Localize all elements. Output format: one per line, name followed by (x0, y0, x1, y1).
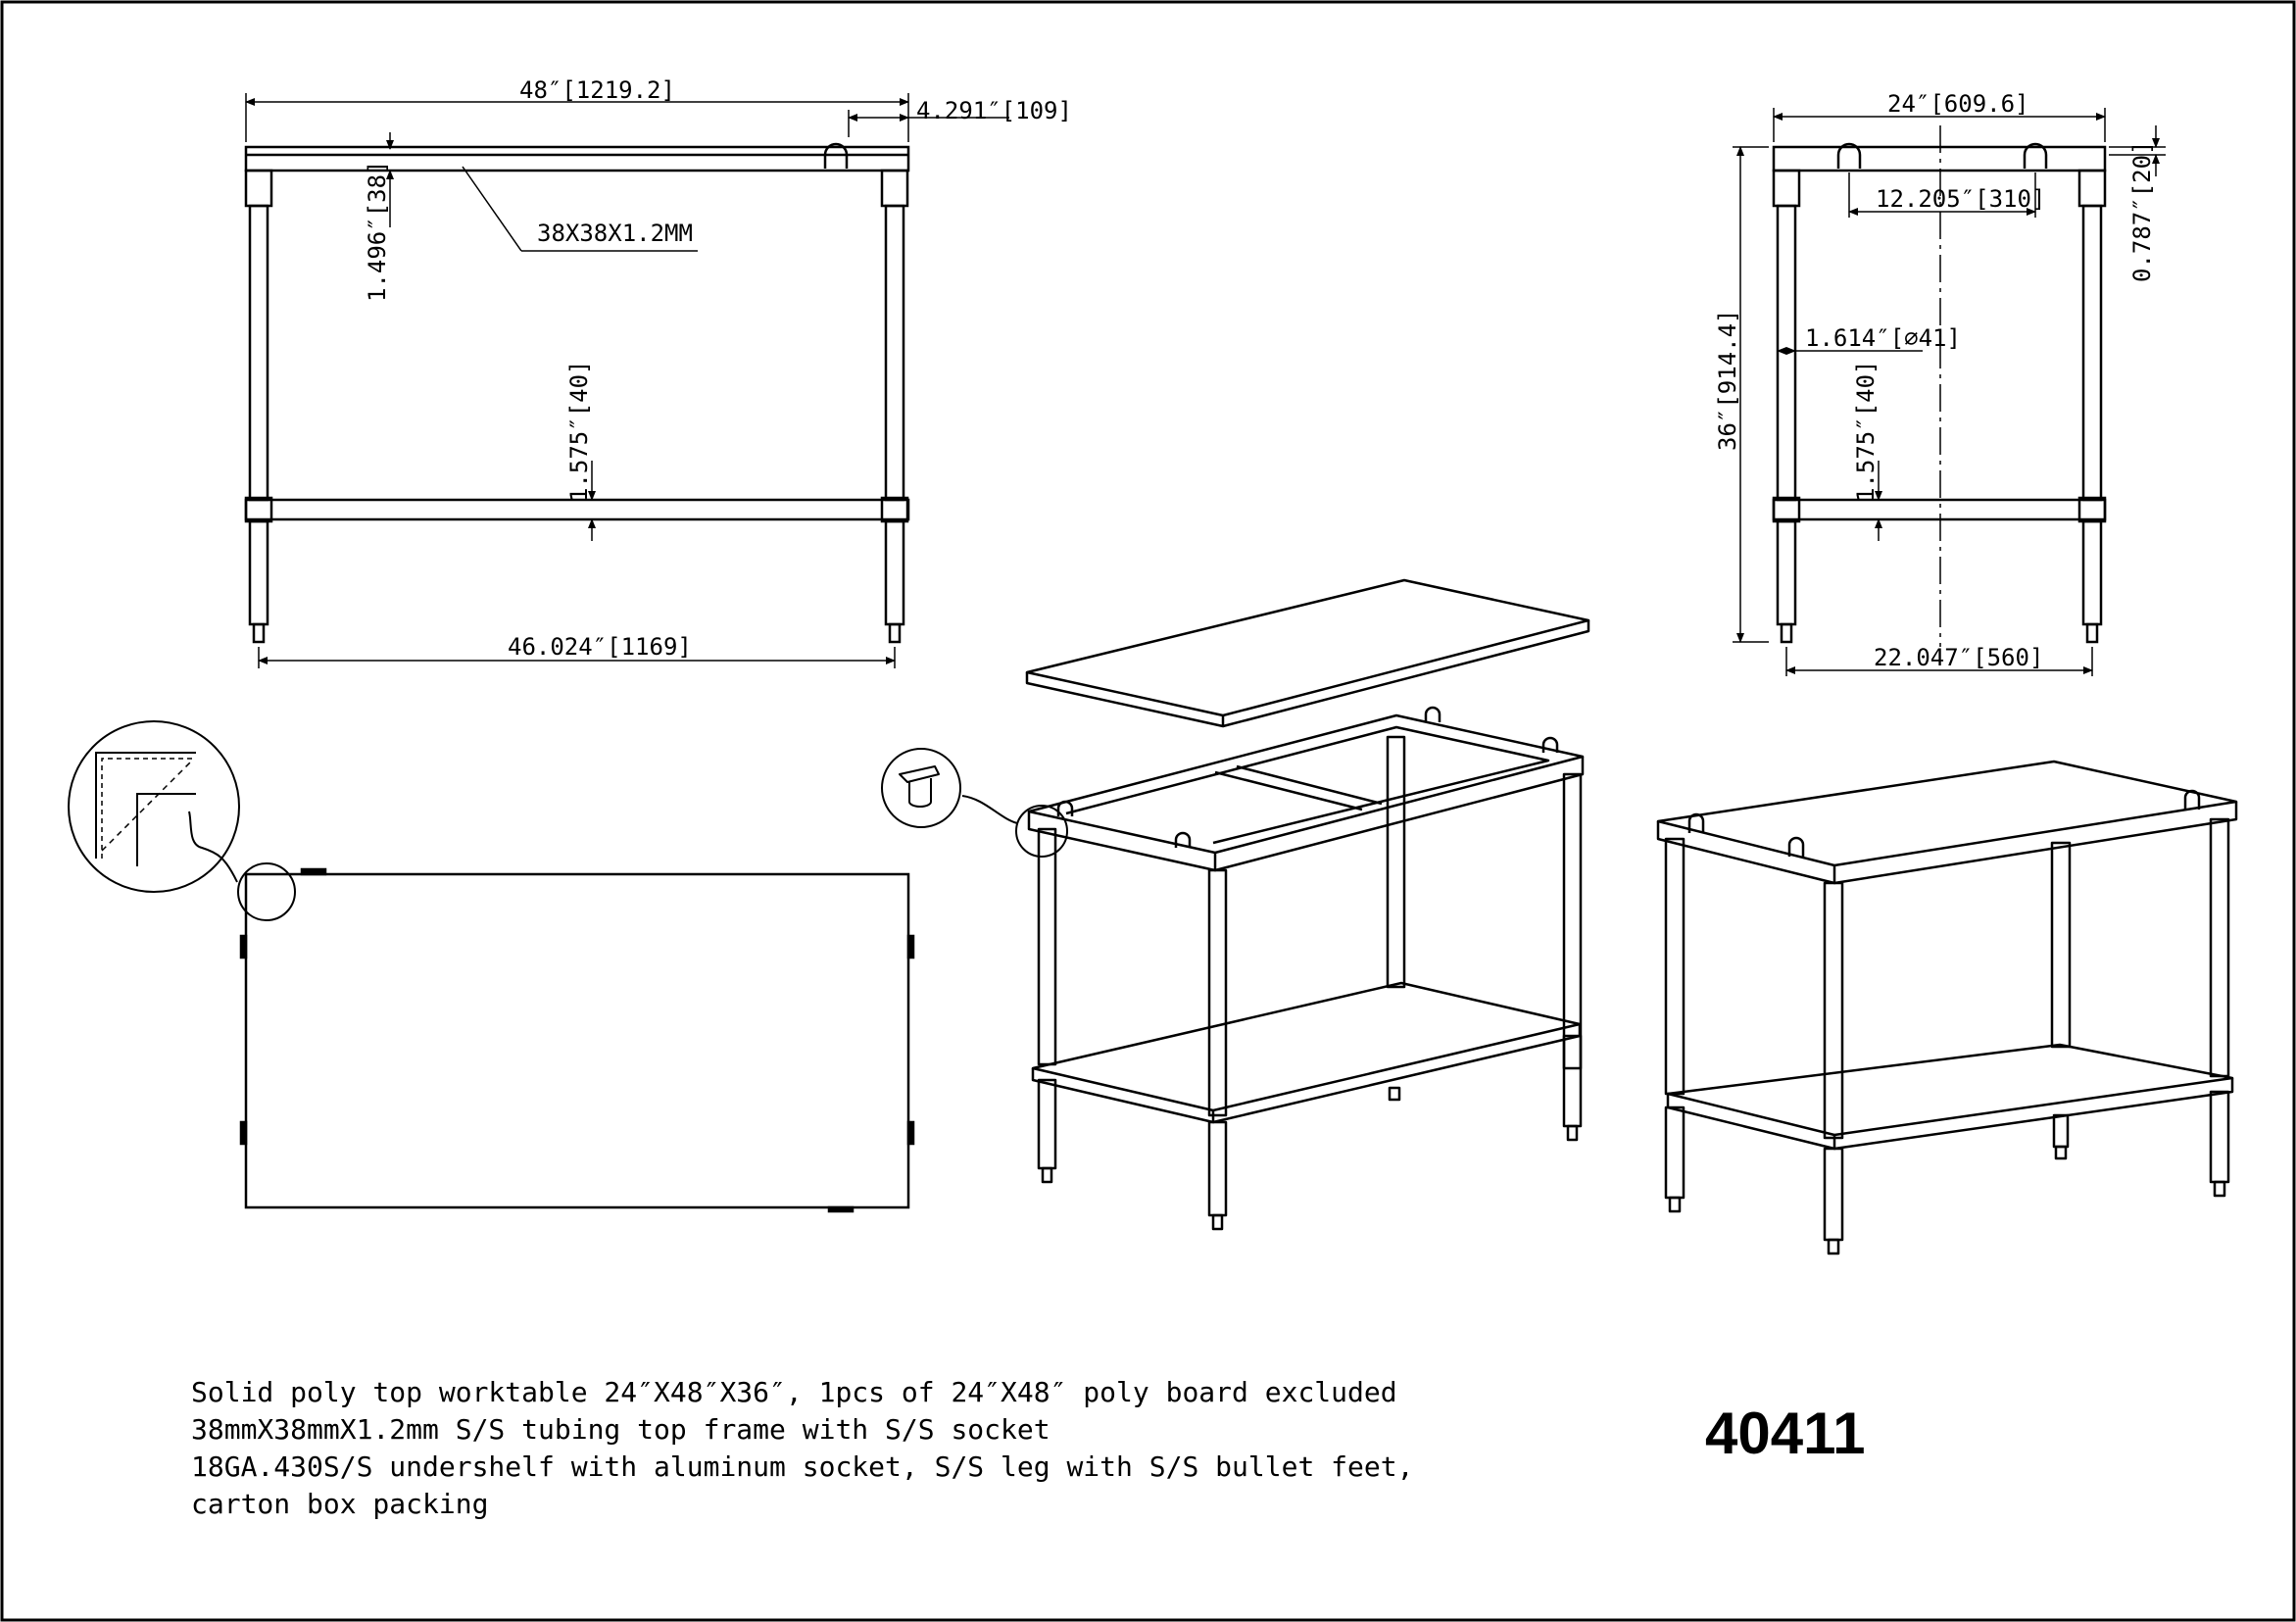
side-right-leg-upper (2083, 206, 2101, 500)
front-left-leg-lower (250, 521, 268, 624)
spec-line-1: Solid poly top worktable 24″X48″X36″, 1pcs of 24″X48″ poly board excluded (191, 1376, 1397, 1408)
exploded-leg-front-right (1209, 870, 1226, 1115)
front-right-foot (890, 624, 900, 642)
dim-side-socket-span: 12.205″[310] (1876, 185, 2046, 213)
corner-detail-inner (137, 794, 196, 866)
dim-front-tube: 38X38X1.2MM (537, 220, 693, 247)
dim-side-depth: 24″[609.6] (1887, 90, 2029, 118)
dim-front-overhang: 4.291″[109] (916, 97, 1072, 124)
side-view (1774, 144, 2105, 642)
front-top-frame (246, 147, 908, 171)
spec-line-3: 18GA.430S/S undershelf with aluminum socket, S/S leg with S/S bullet feet, (191, 1450, 1414, 1483)
dim-side-top-thickness: 0.787″[20] (2128, 140, 2156, 282)
dim-front-shelf-thickness: 1.575″[40] (565, 360, 593, 502)
assembled-leg-front-right (1825, 883, 1842, 1138)
front-undershelf (246, 500, 908, 519)
exploded-isometric-view (882, 580, 1588, 1229)
top-view (69, 721, 913, 1211)
dim-front-frame-height: 1.496″[38] (364, 160, 391, 302)
front-right-leg-lower (886, 521, 904, 624)
dim-side-leg-span: 22.047″[560] (1874, 644, 2044, 671)
dim-side-height: 36″[914.4] (1714, 309, 1741, 451)
exploded-leg-back-left (1388, 737, 1404, 987)
exploded-undershelf (1033, 983, 1580, 1110)
top-view-outline (246, 874, 908, 1207)
front-right-socket (882, 171, 907, 206)
front-left-foot (254, 624, 264, 642)
front-right-leg-upper (886, 206, 904, 500)
front-left-socket (246, 171, 271, 206)
socket-detail-circle (882, 749, 960, 827)
spec-text-block (191, 1374, 1413, 1523)
assembled-leg-back-left (2052, 843, 2070, 1047)
spec-line-4: carton box packing (191, 1488, 489, 1520)
dim-front-leg-span: 46.024″[1169] (508, 633, 692, 661)
assembled-leg-front-left (1666, 839, 1684, 1094)
socket-detail-part (900, 766, 939, 782)
side-right-leg-lower (2083, 521, 2101, 624)
side-top-frame (1774, 147, 2105, 171)
model-number: 40411 (1705, 1401, 1866, 1466)
spec-line-2: 38mmX38mmX1.2mm S/S tubing top frame with S/S socket (191, 1413, 1050, 1446)
assembled-table-top (1658, 762, 2236, 865)
side-left-leg-upper (1778, 206, 1795, 500)
assembled-leg-back-right (2211, 819, 2228, 1076)
dim-side-leg-dia: 1.614″[⌀41] (1805, 324, 1961, 352)
poly-board (1027, 580, 1588, 715)
exploded-leg-front-left (1039, 829, 1055, 1064)
corner-detail-circle (69, 721, 239, 892)
assembled-undershelf (1668, 1045, 2232, 1135)
side-undershelf (1774, 500, 2105, 519)
dim-side-shelf-thickness: 1.575″[40] (1852, 360, 1880, 502)
front-left-leg-upper (250, 206, 268, 500)
side-left-leg-lower (1778, 521, 1795, 624)
assembled-isometric-view (1658, 762, 2236, 1253)
front-dimension-lines (246, 93, 1009, 668)
corner-detail-outer (96, 753, 196, 859)
dim-front-width: 48″[1219.2] (519, 76, 675, 104)
